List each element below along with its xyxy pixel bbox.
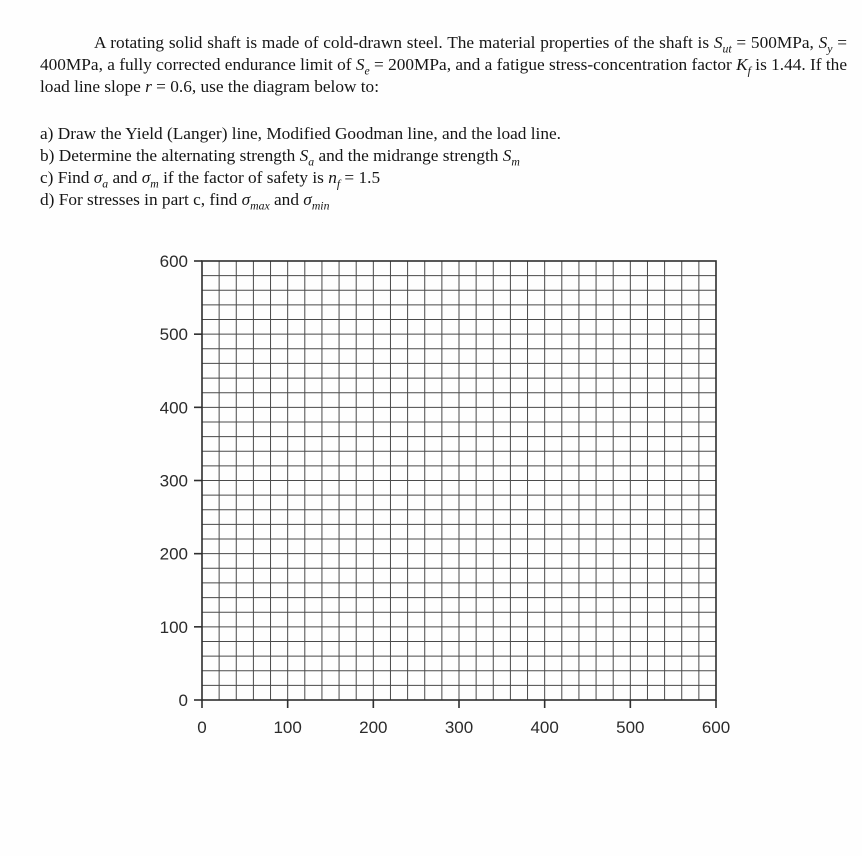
problem-item-a: a) Draw the Yield (Langer) line, Modified Goodman line, and the load line. <box>40 124 561 143</box>
y-tick-label: 0 <box>178 691 188 710</box>
x-tick-label: 300 <box>444 718 474 737</box>
y-tick-label: 100 <box>159 617 188 637</box>
y-tick-label: 400 <box>159 398 188 418</box>
y-tick-label: 300 <box>159 471 188 491</box>
x-tick-label: 200 <box>359 718 388 737</box>
y-tick-label: 500 <box>159 325 188 345</box>
problem-item-d: d) For stresses in part c, find $\sigma_{max}$ and $\sigma_{min}$ <box>40 190 330 213</box>
problem-task-list <box>40 123 847 211</box>
problem-item-c: c) Find $\sigma_a$ and $\sigma_m$ if the factor of safety is $n_f = 1.5$ <box>40 168 381 191</box>
x-tick-label: 0 <box>197 718 207 737</box>
x-tick-label: 500 <box>616 718 645 737</box>
x-tick-label: 600 <box>701 718 731 737</box>
problem-item-b: b) Determine the alternating strength $S_a$ and the midrange strength $S_m$ <box>40 146 520 169</box>
y-axis-tick-labels <box>160 252 188 710</box>
minor-grid <box>202 261 716 700</box>
major-ticks <box>194 261 716 708</box>
blank-grid-chart <box>140 240 740 752</box>
problem-statement: A rotating solid shaft is made of cold-drawn steel. The material properties of the shaft is $S_{ut} = 500MPa$, $S_y = 400MPa$, a fully corrected endurance limit of $S_e = 200MPa$, and a fatigue stress-concentration factor $K_f$ is 1.44. If the load line slope r = 0.6, use the diagram below to: <box>40 33 847 96</box>
y-tick-label: 600 <box>159 252 188 271</box>
x-tick-label: 100 <box>273 718 302 737</box>
y-tick-label: 200 <box>159 544 188 564</box>
x-axis-tick-labels <box>197 718 730 737</box>
x-tick-label: 400 <box>530 718 559 737</box>
